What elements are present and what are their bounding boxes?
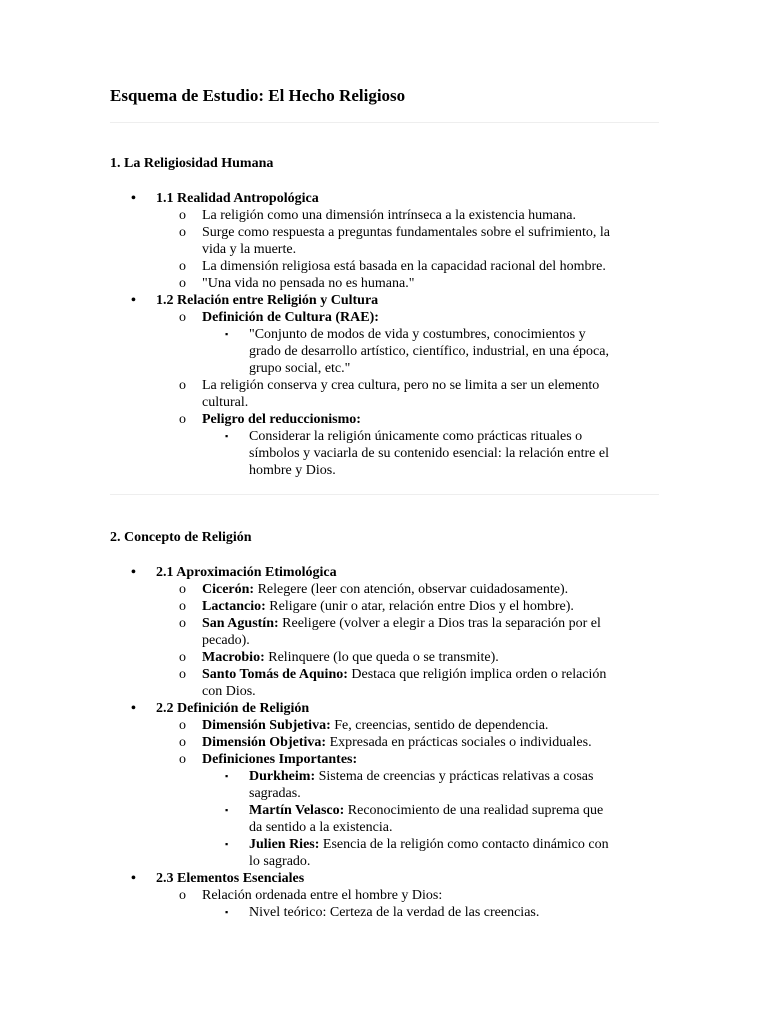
- list-item-continuation: [110, 632, 660, 649]
- item-text: La religión conserva y crea cultura, pero no se limita a ser un elemento: [202, 378, 600, 393]
- bullet-circle: o: [179, 378, 186, 393]
- item-text: cultural.: [202, 395, 249, 410]
- list-item-continuation: [110, 785, 660, 802]
- list-item: [110, 292, 660, 309]
- bullet-circle: o: [179, 225, 186, 240]
- list-item: [110, 207, 660, 224]
- subsection-2-1-title: 2.1 Aproximación Etimológica: [156, 565, 337, 580]
- list-item: [110, 666, 660, 683]
- item-text: Expresada en prácticas sociales o individuales.: [326, 735, 592, 750]
- bullet-circle: o: [179, 667, 186, 682]
- item-text: "Conjunto de modos de vida y costumbres, conocimientos y: [249, 327, 586, 342]
- item-text: "Una vida no pensada no es humana.": [202, 276, 415, 291]
- item-text: Considerar la religión únicamente como prácticas rituales o: [249, 429, 583, 444]
- item-text: grupo social, etc.": [249, 361, 351, 376]
- list-item: [110, 870, 660, 887]
- list-item: [110, 190, 660, 207]
- list-item: [110, 751, 660, 768]
- list-item: [110, 700, 660, 717]
- item-label: Dimensión Subjetiva:: [202, 718, 331, 733]
- list-item: [110, 411, 660, 428]
- bullet-circle: o: [179, 412, 186, 427]
- list-item: [110, 258, 660, 275]
- subsection-2-2-title: 2.2 Definición de Religión: [156, 701, 310, 716]
- item-label: Julien Ries:: [249, 837, 320, 852]
- item-label: Dimensión Objetiva:: [202, 735, 327, 750]
- item-label: Definiciones Importantes:: [202, 752, 358, 767]
- item-label: Santo Tomás de Aquino:: [202, 667, 348, 682]
- list-item-continuation: [110, 462, 660, 479]
- list-item: [110, 581, 660, 598]
- list-item: [110, 717, 660, 734]
- bullet-disc: •: [131, 871, 136, 886]
- bullet-disc: •: [131, 191, 136, 206]
- bullet-disc: •: [131, 701, 136, 716]
- item-text: Sistema de creencias y prácticas relativas a cosas: [315, 769, 594, 784]
- bullet-circle: o: [179, 888, 186, 903]
- bullet-circle: o: [179, 208, 186, 223]
- list-item: [110, 649, 660, 666]
- item-text: hombre y Dios.: [249, 463, 336, 478]
- item-text: Esencia de la religión como contacto dinámico con: [319, 837, 609, 852]
- list-item-continuation: [110, 241, 660, 258]
- item-label: Macrobio:: [202, 650, 265, 665]
- bullet-circle: o: [179, 582, 186, 597]
- item-label: Lactancio:: [202, 599, 266, 614]
- item-text: La religión como una dimensión intrínseca a la existencia humana.: [202, 208, 576, 223]
- list-item: [110, 768, 660, 785]
- list-item: [110, 598, 660, 615]
- list-item: [110, 275, 660, 292]
- list-item-continuation: [110, 683, 660, 700]
- bullet-square: ▪: [225, 839, 229, 849]
- item-label: Peligro del reduccionismo:: [202, 412, 361, 427]
- list-item-continuation: [110, 343, 660, 360]
- list-item: [110, 904, 660, 921]
- list-item: [110, 428, 660, 445]
- item-text: Reconocimiento de una realidad suprema que: [344, 803, 604, 818]
- list-item-continuation: [110, 360, 660, 377]
- list-item-continuation: [110, 819, 660, 836]
- item-text: lo sagrado.: [249, 854, 311, 869]
- section-1-list: [110, 190, 660, 479]
- divider: [110, 494, 659, 495]
- bullet-square: ▪: [225, 907, 229, 917]
- list-item-continuation: [110, 394, 660, 411]
- bullet-circle: o: [179, 310, 186, 325]
- item-text: Religare (unir o atar, relación entre Dios y el hombre).: [265, 599, 574, 614]
- item-text: vida y la muerte.: [202, 242, 297, 257]
- item-text: Fe, creencias, sentido de dependencia.: [330, 718, 549, 733]
- list-item: [110, 615, 660, 632]
- list-item: [110, 887, 660, 904]
- list-item: [110, 309, 660, 326]
- bullet-circle: o: [179, 735, 186, 750]
- section-1-title: 1. La Religiosidad Humana: [110, 156, 274, 171]
- item-text: da sentido a la existencia.: [249, 820, 393, 835]
- item-text: La dimensión religiosa está basada en la capacidad racional del hombre.: [202, 259, 606, 274]
- item-text: Relación ordenada entre el hombre y Dios:: [202, 888, 443, 903]
- bullet-square: ▪: [225, 805, 229, 815]
- item-text: con Dios.: [202, 684, 256, 699]
- divider: [110, 122, 659, 123]
- section-2-list: [110, 564, 660, 921]
- list-item: [110, 224, 660, 241]
- subsection-1-1-title: 1.1 Realidad Antropológica: [156, 191, 319, 206]
- bullet-disc: •: [131, 565, 136, 580]
- item-label: Martín Velasco:: [249, 803, 345, 818]
- list-item-continuation: [110, 853, 660, 870]
- list-item-continuation: [110, 445, 660, 462]
- item-label: Definición de Cultura (RAE):: [202, 310, 379, 325]
- subsection-1-2-title: 1.2 Relación entre Religión y Cultura: [156, 293, 379, 308]
- list-item: [110, 564, 660, 581]
- bullet-circle: o: [179, 259, 186, 274]
- item-text: Reeligere (volver a elegir a Dios tras la separación por el: [278, 616, 601, 631]
- bullet-disc: •: [131, 293, 136, 308]
- bullet-circle: o: [179, 718, 186, 733]
- list-item: [110, 377, 660, 394]
- item-label: Cicerón:: [202, 582, 255, 597]
- item-text: Destaca que religión implica orden o relación: [347, 667, 607, 682]
- list-item: [110, 326, 660, 343]
- bullet-circle: o: [179, 752, 186, 767]
- subsection-2-3-title: 2.3 Elementos Esenciales: [156, 871, 305, 886]
- bullet-circle: o: [179, 650, 186, 665]
- list-item: [110, 836, 660, 853]
- item-label: Durkheim:: [249, 769, 316, 784]
- item-text: sagradas.: [249, 786, 301, 801]
- item-label: San Agustín:: [202, 616, 279, 631]
- item-text: Surge como respuesta a preguntas fundamentales sobre el sufrimiento, la: [202, 225, 610, 240]
- bullet-circle: o: [179, 599, 186, 614]
- item-text: Relinquere (lo que queda o se transmite).: [264, 650, 499, 665]
- bullet-circle: o: [179, 616, 186, 631]
- list-item: [110, 802, 660, 819]
- list-item: [110, 734, 660, 751]
- bullet-square: ▪: [225, 771, 229, 781]
- section-2-title: 2. Concepto de Religión: [110, 530, 252, 545]
- bullet-square: ▪: [225, 431, 229, 441]
- document-title: Esquema de Estudio: El Hecho Religioso: [110, 86, 406, 105]
- bullet-square: ▪: [225, 329, 229, 339]
- item-text: pecado).: [202, 633, 250, 648]
- item-text: símbolos y vaciarla de su contenido esencial: la relación entre el: [249, 446, 609, 461]
- item-text: grado de desarrollo artístico, científico, industrial, en una época,: [249, 344, 609, 359]
- item-text: Nivel teórico: Certeza de la verdad de las creencias.: [249, 905, 540, 920]
- item-text: Relegere (leer con atención, observar cuidadosamente).: [254, 582, 569, 597]
- bullet-circle: o: [179, 276, 186, 291]
